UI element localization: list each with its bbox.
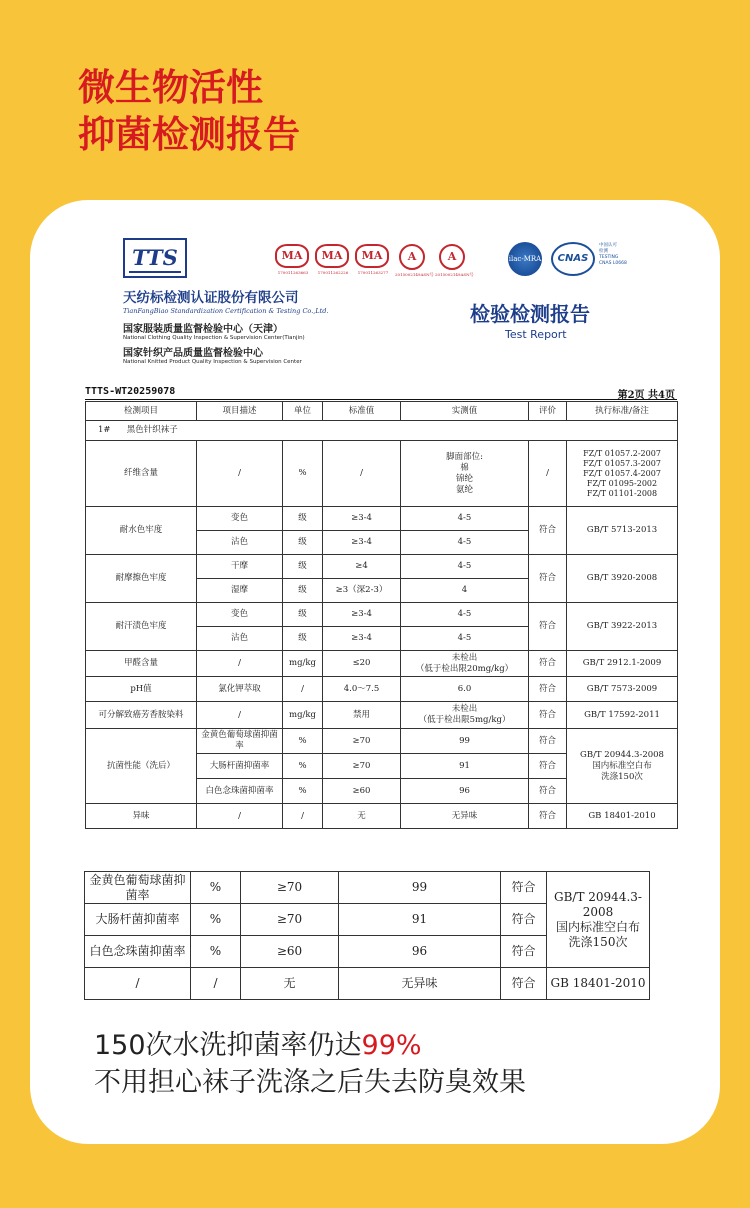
table-cell: %: [283, 779, 323, 804]
table-cell: ≥60: [323, 779, 401, 804]
ma-mark-3: MA 170011263277: [355, 244, 391, 278]
table-row: [85, 872, 650, 904]
table-cell: 4-5: [401, 507, 529, 531]
table-cell: 标准值: [323, 402, 401, 421]
table-cell: 符合: [501, 904, 547, 936]
table-cell: ≥3-4: [323, 531, 401, 555]
table-cell: 纤维含量: [86, 441, 197, 507]
table-cell: 级: [283, 603, 323, 627]
table-cell: 符合: [529, 729, 567, 754]
cnas-caption: 中国认可 检测 TESTING CNAS L0668: [599, 243, 627, 266]
table-cell: GB/T 17592-2011: [567, 702, 678, 729]
table-cell: 湿摩: [197, 579, 283, 603]
table-cell: /: [191, 968, 241, 1000]
table-row: [86, 804, 678, 829]
footer-line1: 150次水洗抑菌率仍达99%: [94, 1030, 422, 1061]
table-cell: ≥70: [241, 872, 339, 904]
report-subtitle: Test Report: [505, 328, 567, 341]
table-cell: 甲醛含量: [86, 651, 197, 677]
table-cell: 4-5: [401, 555, 529, 579]
table-cell: FZ/T 01057.2-2007 FZ/T 01057.3-2007 FZ/T 01057.4-2007 FZ/T 01095-2002 FZ/T 01101-2008: [567, 441, 678, 507]
footer-line2: 不用担心袜子洗涤之后失去防臭效果: [94, 1067, 526, 1098]
table-row: [86, 702, 678, 729]
table-cell: 白色念珠菌抑菌率: [85, 936, 191, 968]
page-info: 第2页 共4页: [617, 390, 675, 401]
table-cell: 无: [323, 804, 401, 829]
table-cell: 耐摩擦色牢度: [86, 555, 197, 603]
footer-highlight: 99%: [361, 1030, 422, 1061]
headline: [78, 64, 300, 158]
table-header-row: [86, 402, 678, 421]
table-cell: 氯化钾萃取: [197, 677, 283, 702]
table-cell: 91: [401, 754, 529, 779]
table-cell: 脚面部位: 棉 锦纶 氨纶: [401, 441, 529, 507]
table-cell: 符合: [501, 968, 547, 1000]
table-cell: 级: [283, 627, 323, 651]
table-cell: 96: [401, 779, 529, 804]
center2-cn: 国家针织产品质量监督检验中心: [123, 348, 263, 359]
table-cell: GB/T 20944.3-2008 国内标准空白布 洗涤150次: [567, 729, 678, 804]
table-cell: /: [323, 441, 401, 507]
table-cell: ≥3-4: [323, 627, 401, 651]
table-cell: ≥3-4: [323, 603, 401, 627]
test-results-table: [85, 401, 678, 829]
table-cell: 执行标准/备注: [567, 402, 678, 421]
table-cell: 1# 黑色针织袜子: [86, 421, 678, 441]
table-cell: 沾色: [197, 627, 283, 651]
table-cell: 96: [339, 936, 501, 968]
table-cell: 符合: [529, 603, 567, 651]
table-cell: %: [283, 729, 323, 754]
table-row: [86, 555, 678, 579]
table-cell: 单位: [283, 402, 323, 421]
table-cell: 大肠杆菌抑菌率: [197, 754, 283, 779]
table-cell: GB/T 2912.1-2009: [567, 651, 678, 677]
table-cell: 级: [283, 555, 323, 579]
table-cell: 耐水色牢度: [86, 507, 197, 555]
table-cell: %: [283, 441, 323, 507]
table-cell: 符合: [529, 804, 567, 829]
table-cell: GB/T 3920-2008: [567, 555, 678, 603]
table-cell: ≥60: [241, 936, 339, 968]
table-cell: /: [85, 968, 191, 1000]
table-cell: ≥70: [323, 729, 401, 754]
table-row: [86, 441, 678, 507]
sample-row: [86, 421, 678, 441]
table-cell: 耐汗渍色牢度: [86, 603, 197, 651]
table-cell: GB/T 5713-2013: [567, 507, 678, 555]
table-cell: %: [191, 872, 241, 904]
report-number-line: [85, 386, 677, 400]
center1-en: National Clothing Quality Inspection & Supervision Center(Tianjin): [123, 335, 305, 341]
table-cell: 符合: [529, 754, 567, 779]
table-cell: 4.0～7.5: [323, 677, 401, 702]
table-cell: 未检出 （低于检出限5mg/kg）: [401, 702, 529, 729]
table-cell: 4-5: [401, 627, 529, 651]
table-cell: GB 18401-2010: [547, 968, 650, 1000]
table-cell: 4-5: [401, 603, 529, 627]
table-row: [86, 651, 678, 677]
table-cell: /: [283, 804, 323, 829]
table-cell: 符合: [529, 507, 567, 555]
table-cell: 4-5: [401, 531, 529, 555]
table-cell: 符合: [501, 872, 547, 904]
center2-en: National Knitted Product Quality Inspection & Supervision Center: [123, 359, 302, 365]
company-name-cn: 天纺标检测认证股份有限公司: [123, 290, 299, 306]
cal-mark-2: A 2015002149ASN号: [435, 244, 471, 278]
table-cell: 未检出 （低于检出限20mg/kg）: [401, 651, 529, 677]
table-row: [85, 968, 650, 1000]
report-title: 检验检测报告: [470, 302, 590, 326]
cert-marks: [275, 244, 474, 278]
tts-logo: TTS: [123, 238, 187, 278]
table-cell: 金黄色葡萄球菌抑菌率: [85, 872, 191, 904]
table-cell: %: [191, 904, 241, 936]
table-cell: ≤20: [323, 651, 401, 677]
table-cell: /: [197, 441, 283, 507]
table-cell: 抗菌性能（洗后）: [86, 729, 197, 804]
table-cell: 项目描述: [197, 402, 283, 421]
table-cell: 级: [283, 531, 323, 555]
table-cell: GB/T 3922-2013: [567, 603, 678, 651]
table-cell: %: [191, 936, 241, 968]
table-cell: mg/kg: [283, 702, 323, 729]
table-cell: 符合: [501, 936, 547, 968]
table-cell: 沾色: [197, 531, 283, 555]
table-cell: /: [197, 804, 283, 829]
table-cell: 6.0: [401, 677, 529, 702]
cal-mark-1: A 2015002149ASN号: [395, 244, 431, 278]
company-block: [123, 286, 329, 365]
table-cell: 大肠杆菌抑菌率: [85, 904, 191, 936]
table-cell: ≥3（深2-3）: [323, 579, 401, 603]
table-cell: ≥3-4: [323, 507, 401, 531]
ma-mark-1: MA 170011263663: [275, 244, 311, 278]
table-cell: ≥70: [323, 754, 401, 779]
table-cell: /: [529, 441, 567, 507]
table-cell: GB 18401-2010: [567, 804, 678, 829]
table-cell: 级: [283, 579, 323, 603]
table-row: [86, 603, 678, 627]
table-cell: 变色: [197, 603, 283, 627]
table-cell: 检测项目: [86, 402, 197, 421]
headline-line1: 微生物活性: [78, 66, 263, 109]
table-cell: 禁用: [323, 702, 401, 729]
table-cell: 符合: [529, 779, 567, 804]
table-cell: 异味: [86, 804, 197, 829]
ma-mark-2: MA 170011262226: [315, 244, 351, 278]
company-name-en: TianFangBiao Standardization Certification & Testing Co.,Ltd.: [123, 307, 329, 315]
table-cell: 99: [401, 729, 529, 754]
footer-caption: [94, 1027, 526, 1101]
table-cell: %: [283, 754, 323, 779]
table-cell: /: [283, 677, 323, 702]
table-cell: 4: [401, 579, 529, 603]
table-cell: 可分解致癌芳香胺染料: [86, 702, 197, 729]
table-cell: /: [197, 651, 283, 677]
table-cell: 符合: [529, 677, 567, 702]
table-cell: 金黄色葡萄球菌抑菌率: [197, 729, 283, 754]
table-cell: 实测值: [401, 402, 529, 421]
table-cell: 符合: [529, 651, 567, 677]
table-row: [86, 677, 678, 702]
table-cell: mg/kg: [283, 651, 323, 677]
table-cell: GB/T 20944.3-2008 国内标准空白布 洗涤150次: [547, 872, 650, 968]
table-cell: 评价: [529, 402, 567, 421]
table-cell: 91: [339, 904, 501, 936]
table-row: [86, 729, 678, 754]
table-cell: /: [197, 702, 283, 729]
table-cell: 级: [283, 507, 323, 531]
center1-cn: 国家服装质量监督检验中心（天津）: [123, 324, 283, 335]
table-cell: 无异味: [401, 804, 529, 829]
zoomed-table: [84, 871, 650, 1000]
headline-line2: 抑菌检测报告: [78, 113, 300, 156]
table-cell: 符合: [529, 702, 567, 729]
table-cell: 变色: [197, 507, 283, 531]
ilac-mra-logo: ilac-MRA: [508, 242, 542, 276]
table-cell: 无异味: [339, 968, 501, 1000]
table-cell: pH值: [86, 677, 197, 702]
table-cell: GB/T 7573-2009: [567, 677, 678, 702]
cnas-logo: CNAS: [551, 242, 595, 276]
table-cell: 符合: [529, 555, 567, 603]
table-cell: ≥70: [241, 904, 339, 936]
table-row: [86, 507, 678, 531]
table-cell: 99: [339, 872, 501, 904]
table-cell: 无: [241, 968, 339, 1000]
table-cell: 白色念珠菌抑菌率: [197, 779, 283, 804]
report-number: TTTS-WT20259078: [85, 386, 176, 397]
table-cell: ≥4: [323, 555, 401, 579]
table-cell: 干摩: [197, 555, 283, 579]
